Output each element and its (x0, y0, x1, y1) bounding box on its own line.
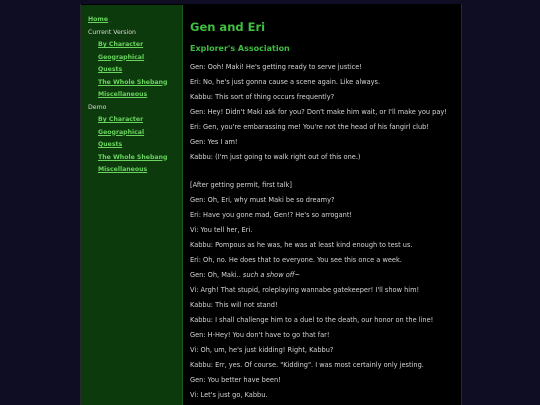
nav-group-current-version: Current Version (88, 28, 136, 36)
nav-current-geographical[interactable]: Geographical (98, 53, 145, 61)
dialogue-line: Kabbu: I shall challenge him to a duel to the death, our honor on the line! (190, 316, 434, 324)
dialogue-line: Kabbu: Err, yes. Of course. "Kidding". I was most certainly only jesting. (190, 361, 424, 369)
sidebar-nav (81, 5, 183, 405)
nav-current-by-character[interactable]: By Character (98, 41, 144, 48)
dialogue-line: Eri: Oh, no. He does that to everyone. You see this once a week. (190, 256, 402, 264)
dialogue-line: Kabbu: This sort of thing occurs frequently? (190, 93, 335, 101)
nav-current-whole-shebang[interactable]: The Whole Shebang (98, 78, 168, 86)
main-content (190, 5, 452, 405)
dialogue-line: Gen: You better have been! (190, 376, 281, 384)
dialogue-line: Vi: You tell her, Eri. (190, 226, 253, 234)
dialogue-line (190, 271, 452, 280)
nav-home-link[interactable]: Home (88, 16, 109, 23)
nav-demo-whole-shebang[interactable]: The Whole Shebang (98, 153, 168, 161)
dialogue-line: Eri: Have you gone mad, Gen!? He's so arrogant! (190, 211, 353, 219)
nav-demo-by-character[interactable]: By Character (98, 116, 144, 123)
nav-demo-geographical[interactable]: Geographical (98, 128, 145, 136)
dialogue-line: Kabbu: This will not stand! (190, 301, 278, 309)
dialogue-block (190, 63, 452, 400)
dialogue-line: Gen: Ooh! Maki! He's getting ready to serve justice! (190, 63, 362, 71)
dialogue-line-emphasis: such a show off~ (242, 271, 301, 279)
dialogue-line: Gen: Yes I am! (190, 138, 238, 146)
nav-demo-miscellaneous[interactable]: Miscellaneous (98, 166, 148, 173)
dialogue-line: Gen: H-Hey! You don't have to go that far! (190, 331, 330, 339)
dialogue-line: Gen: Oh, Eri, why must Maki be so dreamy? (190, 196, 335, 204)
dialogue-line: Eri: No, he's just gonna cause a scene again. Like always. (190, 78, 381, 86)
dialogue-line: Vi: Argh! That stupid, roleplaying wannabe gatekeeper! I'll show him! (190, 286, 420, 294)
dialogue-line: Vi: Let's just go, Kabbu. (190, 391, 268, 399)
dialogue-line: Vi: Oh, um, he's just kidding! Right, Kabbu? (190, 346, 334, 354)
dialogue-line: Kabbu: Pompous as he was, he was at least kind enough to test us. (190, 241, 413, 249)
scene-header: [After getting permit, first talk] (190, 181, 292, 189)
page-title: Gen and Eri (190, 20, 266, 34)
dialogue-line: Kabbu: (I'm just going to walk right out of this one.) (190, 153, 361, 161)
nav-demo-quests[interactable]: Quests (98, 141, 123, 148)
section-title: Explorer's Association (190, 44, 290, 53)
dialogue-line: Eri: Gen, you're embarassing me! You're not the head of his fangirl club! (190, 123, 429, 131)
nav-current-quests[interactable]: Quests (98, 66, 123, 73)
nav-group-demo: Demo (88, 103, 107, 111)
dialogue-line-text: Gen: Oh, Maki.. (190, 271, 243, 279)
dialogue-line: Gen: Hey! Didn't Maki ask for you? Don't make him wait, or I'll make you pay! (190, 108, 447, 116)
nav-current-miscellaneous[interactable]: Miscellaneous (98, 91, 148, 98)
